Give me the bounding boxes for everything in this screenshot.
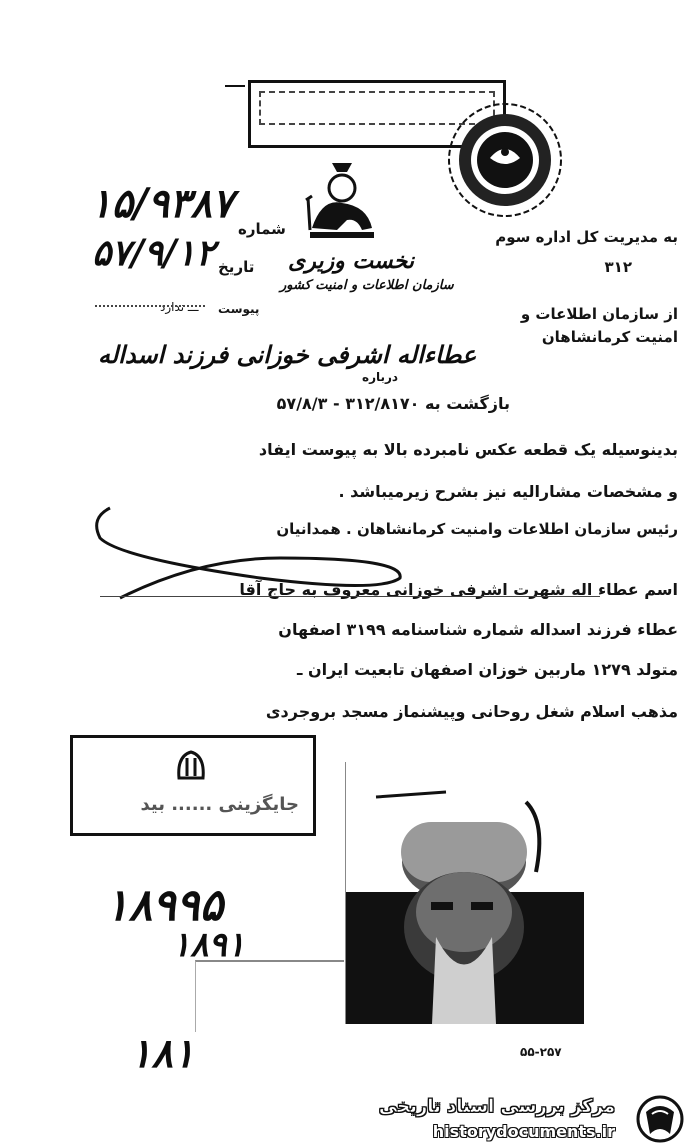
handwritten-note-2: ۱۸۹۱: [172, 925, 246, 965]
profile-line4: مذهب اسلام شغل روحانی وپیشنماز مسجد بروجردی: [265, 702, 678, 721]
placement-stamp-text: جایگزینی ...... بید: [140, 794, 299, 815]
date-value: ۵۷/۹/۱۲: [92, 232, 215, 274]
circular-seal-icon: [445, 100, 565, 220]
from-line1: از سازمان اطلاعات و: [520, 305, 678, 323]
archive-org-name: مرکز بررسی اسناد تاریخی: [378, 1096, 615, 1117]
subject-label: درباره: [362, 370, 399, 384]
attachment-label: پیوست: [218, 302, 260, 316]
emblem-icon: [171, 746, 211, 782]
portrait-photo: [345, 762, 584, 1024]
body-line1: بدینوسیله یک قطعه عکس نامبرده بالا به پیوست ایفاد: [258, 440, 678, 459]
profile-line2: عطاء فرزند اسداله شماره شناسنامه ۳۱۹۹ اصفهان: [278, 620, 678, 639]
from-line2: امنیت کرمانشاهان: [541, 328, 678, 346]
org-stamp-subtitle: سازمان اطلاعات و امنیت کشور: [280, 278, 454, 293]
profile-line1: اسم عطاء اله شهرت اشرفی خوزانی معروف به حاج آقا: [239, 580, 678, 599]
subject-value: عطاءاله اشرفی خوزانی فرزند اسداله: [98, 340, 477, 369]
number-value: ۱۵/۹۳۸۷: [90, 180, 234, 227]
org-stamp-title: نخست وزیری: [288, 248, 414, 274]
number-label: شماره: [238, 220, 286, 238]
addressee-line2: ۳۱۲: [604, 258, 632, 276]
archive-logo-icon: [634, 1094, 686, 1144]
watermark-footer: [0, 1088, 700, 1148]
profile-line3: متولد ۱۲۷۹ ماربین خوزان اصفهان تابعیت ایران ـ: [296, 660, 678, 679]
attachment-value: ـــ ندارد: [160, 300, 199, 314]
signature-line: رئیس سازمان اطلاعات وامنیت کرمانشاهان . همدانیان: [276, 520, 678, 538]
handwritten-note-1: ۱۸۹۹۵: [105, 880, 224, 931]
addressee-line1: به مدیریت کل اداره سوم: [495, 228, 678, 246]
placement-stamp-box: [70, 735, 316, 836]
date-label: تاریخ: [218, 258, 255, 276]
archive-website: historydocuments.ir: [432, 1122, 615, 1141]
reference-line: بازگشت به ۳۱۲/۸۱۷۰ - ۵۷/۸/۳: [276, 394, 510, 413]
lion-and-sun-emblem-icon: [302, 158, 382, 248]
photo-code: ۵۵-۲۵۷: [520, 1045, 562, 1059]
body-line2: و مشخصات مشارالیه نیز بشرح زیرمیباشد .: [338, 482, 678, 501]
handwritten-note-3: ۱۸۱: [130, 1030, 195, 1077]
